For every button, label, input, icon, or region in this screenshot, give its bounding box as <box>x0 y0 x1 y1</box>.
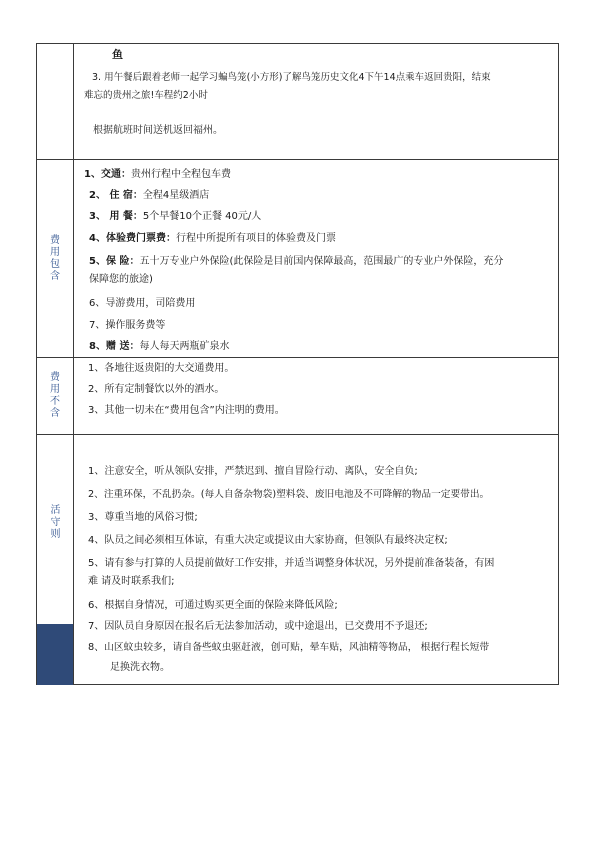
itinerary-return-line: 根据航班时间送机返回福州。 <box>93 125 223 136</box>
cost-included-label: 费用包含 <box>50 234 60 282</box>
cost-included-item: 6、导游费用，司陪费用 <box>89 298 196 309</box>
itinerary-item3-line: 3. 用午餐后跟着老师一起学习蝙鸟笼(小方形)了解鸟笼历史文化4下午14点乘车返回贵阳，结束 <box>92 72 491 83</box>
cost-included-item: 1、交通：贵州行程中全程包车费 <box>84 169 231 180</box>
rules-item: 难 请及时联系我们; <box>88 576 175 587</box>
rules-row <box>37 435 559 685</box>
cost-included-label-cell <box>37 160 74 358</box>
rules-item: 1、注意安全，听从领队安排，严禁迟到、擅自冒险行动、离队，安全自负; <box>88 466 418 477</box>
rules-content-cell <box>74 435 559 685</box>
cost-excluded-label: 费用不含 <box>50 372 60 419</box>
cost-excluded-label-cell <box>37 358 74 435</box>
cost-included-row <box>37 160 559 358</box>
cost-excluded-item: 2、所有定制餐饮以外的酒水。 <box>88 384 225 395</box>
cost-excluded-item: 1、各地往返贵阳的大交通费用。 <box>88 363 235 374</box>
rules-item: 7、因队员自身原因在报名后无法参加活动，或中途退出，已交费用不予退还; <box>88 621 428 632</box>
rules-item: 5、请有参与打算的人员提前做好工作安排，并适当调整身体状况，另外提前准备装备，有困 <box>88 558 495 569</box>
cost-included-item: 保障您的旅途) <box>89 274 153 285</box>
rules-item: 3、尊重当地的风俗习惯; <box>88 512 198 523</box>
rules-label-cell <box>37 435 74 685</box>
cost-included-item: 3、 用 餐：5个早餐10个正餐 40元/人 <box>89 211 262 222</box>
itinerary-table <box>36 43 559 685</box>
itinerary-row <box>37 44 559 160</box>
itinerary-fish-line: 鱼 <box>112 48 123 61</box>
cost-excluded-row <box>37 358 559 435</box>
cost-included-item: 2、 住 宿：全程4星级酒店 <box>89 190 210 201</box>
cost-included-item: 5、保 险：五十万专业户外保险(此保险是目前国内保障最高，范围最广的专业户外保险，充分 <box>89 256 504 267</box>
itinerary-item3-cont-line: 难忘的贵州之旅!车程约2小时 <box>84 90 208 101</box>
cost-included-item: 4、体验费门票费：行程中所提所有项目的体验费及门票 <box>89 233 336 244</box>
cost-included-content-cell <box>74 160 559 358</box>
itinerary-label-cell <box>37 44 74 160</box>
cost-excluded-item: 3、其他一切未在“费用包含”内注明的费用。 <box>88 405 285 416</box>
rules-label: 活 守则 <box>50 505 61 540</box>
rules-item: 6、根据自身情况，可通过购买更全面的保险来降低风险; <box>88 600 338 611</box>
rules-item: 足换洗衣物。 <box>110 662 170 673</box>
itinerary-content-cell <box>74 44 559 160</box>
cost-excluded-content-cell <box>74 358 559 435</box>
navy-decor-block <box>37 624 73 685</box>
rules-item: 2、注重环保，不乱扔杂。(每人自备杂物袋)塑料袋、废旧电池及不可降解的物品一定要带出。 <box>88 489 490 500</box>
cost-included-item: 8、赠 送：每人每天两瓶矿泉水 <box>89 341 230 352</box>
cost-included-item: 7、操作服务费等 <box>89 320 166 331</box>
rules-item: 8、山区蚊虫较多，请自备些蚊虫驱赶液，创可贴，晕车贴，风油精等物品， 根据行程长短带 <box>88 642 490 653</box>
rules-item: 4、队员之间必须相互体谅，有重大决定或提议由大家协商，但领队有最终决定权; <box>88 535 448 546</box>
